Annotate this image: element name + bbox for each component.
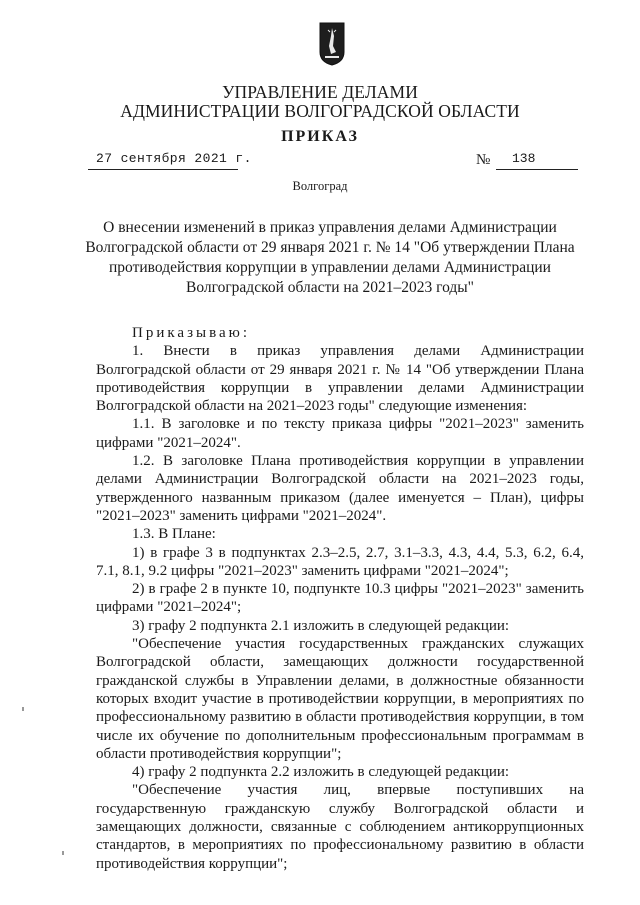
subject-line: Волгоградской области от 29 января 2021 г. № 14 "Об утверждении Плана bbox=[85, 239, 575, 256]
paragraph-1-3: 1.3. В Плане: bbox=[132, 526, 216, 543]
paragraph-1: 1. Внести в приказ управления делами Администрации Волгоградской области от 29 января 2021 г. № 14 "Об утверждении Плана противодействия коррупции в управлении делами Администрации Волгоградской области на 2021–2023 годы" следующие изменения: bbox=[96, 343, 584, 415]
volgograd-coat-of-arms-icon bbox=[319, 22, 345, 66]
order-body bbox=[96, 324, 584, 873]
quoted-text-2: "Обеспечение участия лиц, впервые поступивших на государственную гражданскую службу Волгоградской области и замещающих должности, связанные с соблюдением антикоррупционных стандартов, в мероприятиях по профессиональному развитию в области противодействия коррупции"; bbox=[96, 782, 584, 872]
paragraph-1-2: 1.2. В заголовке Плана противодействия коррупции в управлении делами Администрации Волгоградской области на 2021–2023 годы, утвержденного названным приказом (далее именуется – План), цифры "2021–2023" заменить цифрами "2021–2024". bbox=[96, 453, 584, 524]
paragraph-1-1: 1.1. В заголовке и по тексту приказа цифры "2021–2023" заменить цифрами "2021–2024". bbox=[96, 416, 584, 451]
order-subject bbox=[80, 218, 580, 298]
org-name-line2: АДМИНИСТРАЦИИ ВОЛГОГРАДСКОЙ ОБЛАСТИ bbox=[120, 101, 520, 121]
order-directive: Приказываю: bbox=[132, 325, 250, 341]
number-underline bbox=[496, 151, 578, 170]
list-item-2: 2) в графе 2 в пункте 10, подпункте 10.3 цифры "2021–2023" заменить цифрами "2021–2024"; bbox=[96, 581, 584, 616]
number-sign: № bbox=[476, 152, 491, 168]
scan-mark bbox=[62, 851, 64, 855]
document-type-title: ПРИКАЗ bbox=[281, 128, 359, 145]
list-item-4: 4) графу 2 подпункта 2.2 изложить в следующей редакции: bbox=[132, 764, 510, 781]
order-number: 138 bbox=[512, 151, 536, 166]
org-name-line1: УПРАВЛЕНИЕ ДЕЛАМИ bbox=[222, 82, 418, 102]
scan-mark bbox=[22, 707, 24, 711]
order-date: 27 сентября 2021 г. bbox=[96, 151, 252, 166]
subject-line: О внесении изменений в приказ управления делами Администрации bbox=[103, 219, 557, 236]
subject-line: противодействия коррупции в управлении делами Администрации bbox=[109, 259, 551, 276]
quoted-text-1: "Обеспечение участия государственных гражданских служащих Волгоградской области, замещающих должности государственной гражданской службы в Управлении делами, в должностные обязанности которых входит участие в противодействии коррупции, в мероприятиях по профессиональному развитию в области противодействия коррупции, в том числе их обучение по дополнительным профессиональным программам в области противодействия коррупции"; bbox=[96, 636, 584, 762]
city-name: Волгоград bbox=[292, 179, 348, 193]
list-item-3: 3) графу 2 подпункта 2.1 изложить в следующей редакции: bbox=[132, 617, 510, 634]
subject-line: Волгоградской области на 2021–2023 годы" bbox=[185, 279, 475, 296]
list-item-1: 1) в графе 3 в подпунктах 2.3–2.5, 2.7, 3.1–3.3, 4.3, 4.4, 5.3, 6.2, 6.4, 7.1, 8.1, 9.2 цифры "2021–2023" заменить цифрами "2021–2024"; bbox=[96, 544, 584, 579]
